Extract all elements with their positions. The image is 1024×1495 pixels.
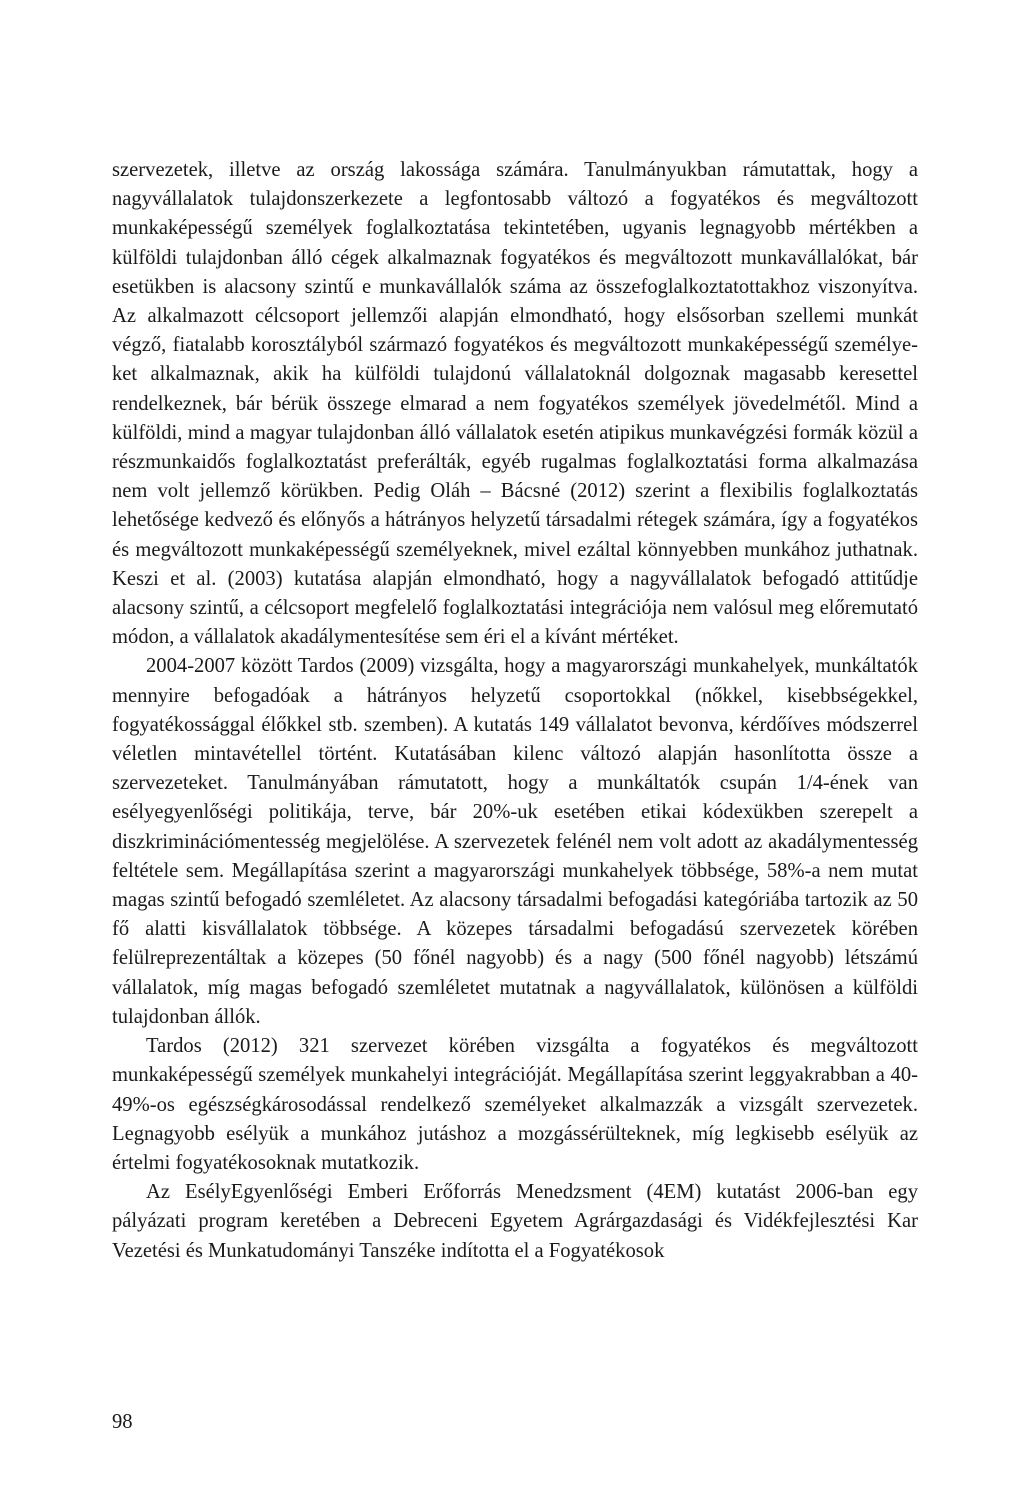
- paragraph-tardos-2009: 2004-2007 között Tardos (2009) vizsgálta, hogy a magyarországi munkahelyek, munkáltatók mennyire befogadóak a hátrányos helyzetű csoportokkal (nőkkel, kisebbségekkel, fogyatékossággal élőkkel stb. szemben). A kutatás 149 vállalatot bevonva, kérdőíves módszerrel véletlen mintavétellel történt. Kutatásában kilenc változó alapján hasonlította össze a szervezeteket. Tanulmányában rámutatott, hogy a munkáltatók csupán 1/4-ének van esélyegyenlőségi politikája, terve, bár 20%-uk esetében etikai kódexükben szerepelt a diszkriminációmentesség megjelölése. A szervezetek felénél nem volt adott az akadálymentesség feltétele sem. Megállapítása szerint a magyarországi munkahelyek többsége, 58%-a nem mutat magas szintű befogadó szemléletet. Az alacsony társadalmi befogadási kategóriába tartozik az 50 fő alatti kisvállalatok többsége. A közepes társadalmi befogadású szervezetek körében felülreprezentáltak a közepes (50 főnél nagyobb) és a nagy (500 főnél nagyobb) létszámú vállalatok, míg magas befogadó szemléletet mutatnak a nagyvállalatok, különösen a külföldi tulajdonban állók.: [112, 655, 918, 1028]
- paragraph-tardos-2012: Tardos (2012) 321 szervezet körében vizsgálta a fogyatékos és megváltozott munkaképességű személyek munkahelyi integrációját. Megállapítása szerint leggyakrabban a 40-49%-os egészségkárosodással rendelkező személyeket alkalmazzák a vizsgált szervezetek. Legnagyobb esélyük a munkához jutáshoz a mozgássérülteknek, míg legkisebb esélyük az értelmi fogyatékosoknak mutatkozik.: [112, 1035, 918, 1174]
- page-number: 98: [112, 1411, 133, 1433]
- body-text: [112, 156, 918, 1266]
- paragraph-continued: szervezetek, illetve az ország lakossága számára. Tanulmányukban rámutattak, hogy a nagyvállalatok tulajdonszerkezete a legfontosabb változó a fogyatékos és megváltozott munkaképességű személyek foglalkoztatása tekintetében, ugyanis legnagyobb mértékben a külföldi tulajdonban álló cégek alkalmaznak fogyatékos és megváltozott munkavállalókat, bár esetükben is alacsony szintű e munkavállalók száma az összefoglalkoztatottakhoz viszonyítva. Az alkalmazott célcsoport jellemzői alapján elmondható, hogy elsősorban szellemi munkát végző, fiatalabb korosztályból származó fogyatékos és megváltozott munkaképességű személyeket alkalmaznak, akik ha külföldi tulajdonú vállalatoknál dolgoznak magasabb keresettel rendelkeznek, bár bérük összege elmarad a nem fogyatékos személyek jövedelmétől. Mind a külföldi, mind a magyar tulajdonban álló vállalatok esetén atipikus munkavégzési formák közül a részmunkaidős foglalkoztatást preferálták, egyéb rugalmas foglalkoztatási forma alkalmazása nem volt jellemző körükben. Pedig Oláh – Bácsné (2012) szerint a flexibilis foglalkoztatás lehetősége kedvező és előnyős a hátrányos helyzetű társadalmi rétegek számára, így a fogyatékos és megváltozott munkaképességű személyeknek, mivel ezáltal könnyebben munkához juthatnak. Keszi et al. (2003) kutatása alapján elmondható, hogy a nagyvállalatok befogadó attitűdje alacsony szintű, a célcsoport megfelelő foglalkoztatási integrációja nem valósul meg előremutató módon, a vállalatok akadálymentesítése sem éri el a kívánt mértéket.: [112, 159, 918, 649]
- paragraph-4em-research: Az EsélyEgyenlőségi Emberi Erőforrás Menedzsment (4EM) kutatást 2006-ban egy pályázati program keretében a Debreceni Egyetem Agrárgazdasági és Vidékfejlesztési Kar Vezetési és Munkatudományi Tanszéke indította el a Fogyatékosok: [112, 1181, 918, 1262]
